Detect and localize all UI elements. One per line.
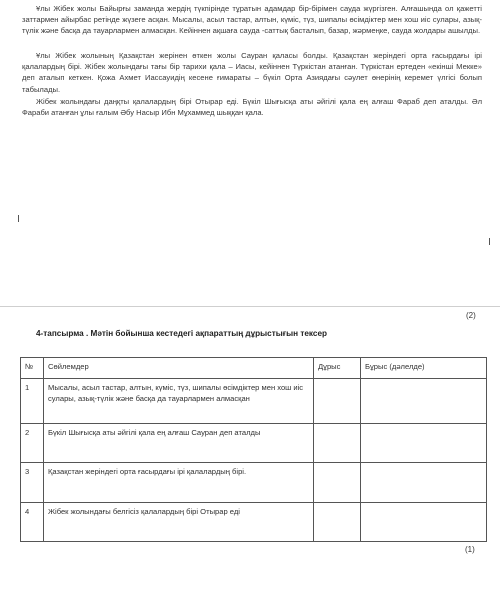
row-number: 2 — [21, 424, 44, 463]
row-sentence: Бүкіл Шығысқа аты әйгілі қала ең алғаш Сауран деп аталды — [44, 424, 314, 463]
paragraph-3: Жібек жолындағы даңқты қалалардың бірі Отырар еді. Бүкіл Шығысқа аты әйгілі қала ең алғаш Фараб деп аталды. Әл Фараби атанған ұлы ғалым Әбу Насыр Ибн Мұхаммед шыққан қала. — [22, 97, 482, 118]
row-wrong-cell[interactable] — [361, 463, 487, 503]
header-number: № — [21, 358, 44, 379]
table-row — [21, 463, 487, 503]
row-sentence: Мысалы, асыл тастар, алтын, күміс, түз, шипалы өсімдіктер мен хош иіс сулары, азық-түлік және басқа да тауарлармен алмасқан — [44, 379, 314, 424]
header-sentences: Сөйлемдер — [44, 358, 314, 379]
row-sentence: Қазақстан жеріндегі орта ғасырдағы ірі қалалардың бірі. — [44, 463, 314, 503]
table-row — [21, 424, 487, 463]
table-row — [21, 379, 487, 424]
table-row — [21, 503, 487, 542]
row-correct-cell[interactable] — [314, 424, 361, 463]
table-header-row — [21, 358, 487, 379]
row-correct-cell[interactable] — [314, 503, 361, 542]
row-number: 1 — [21, 379, 44, 424]
row-wrong-cell[interactable] — [361, 503, 487, 542]
page-separator — [0, 306, 500, 307]
header-wrong: Бұрыс (дәлелде) — [361, 358, 487, 379]
score-top: (2) — [466, 311, 476, 320]
row-number: 4 — [21, 503, 44, 542]
paragraph-2: Ұлы Жібек жолының Қазақстан жерінен өткен жолы Сауран қаласы болды. Қазақстан жеріндегі орта ғасырдағы ірі қалалардың бірі. Жібек жолындағы тағы бір тарихи қала – Иасы, кейіннен Түркістан атанған. Түркістан ертеден «екінші Мекке» деп аталып кеткен. Қожа Ахмет Иассауидің кесене ғимараты – бүкіл Орта Азиядағы сәулет өнерінің керемет үлгісі болып табылады. — [22, 51, 482, 94]
row-wrong-cell[interactable] — [361, 379, 487, 424]
stray-mark-2 — [489, 238, 490, 245]
score-bottom: (1) — [465, 545, 475, 554]
row-wrong-cell[interactable] — [361, 424, 487, 463]
task-title: 4-тапсырма . Мәтін бойынша кестедегі ақпараттың дұрыстығын тексер — [36, 329, 328, 338]
stray-mark-1 — [18, 215, 19, 222]
row-sentence: Жібек жолындағы белгісіз қалалардың бірі Отырар еді — [44, 503, 314, 542]
header-correct: Дұрыс — [314, 358, 361, 379]
row-correct-cell[interactable] — [314, 379, 361, 424]
paragraph-1: Ұлы Жібек жолы Байырғы заманда жердің түкпірінде тұратын адамдар бір-бірімен сауда жүргізген. Алғашында ол қажетті заттармен айырбас ретінде жүзеге асқан. Мысалы, асыл тастар, алтын, күміс, түз, шипалы өсімдіктер мен хош иіс сулары, азық-түлік және басқа да тауарлармен алмасқан. Кейіннен ақшаға сауда -саттық басталып, базар, жәрмеңке, сауда жолдары ашылды. — [22, 4, 482, 36]
row-correct-cell[interactable] — [314, 463, 361, 503]
verification-table — [20, 357, 487, 542]
row-number: 3 — [21, 463, 44, 503]
